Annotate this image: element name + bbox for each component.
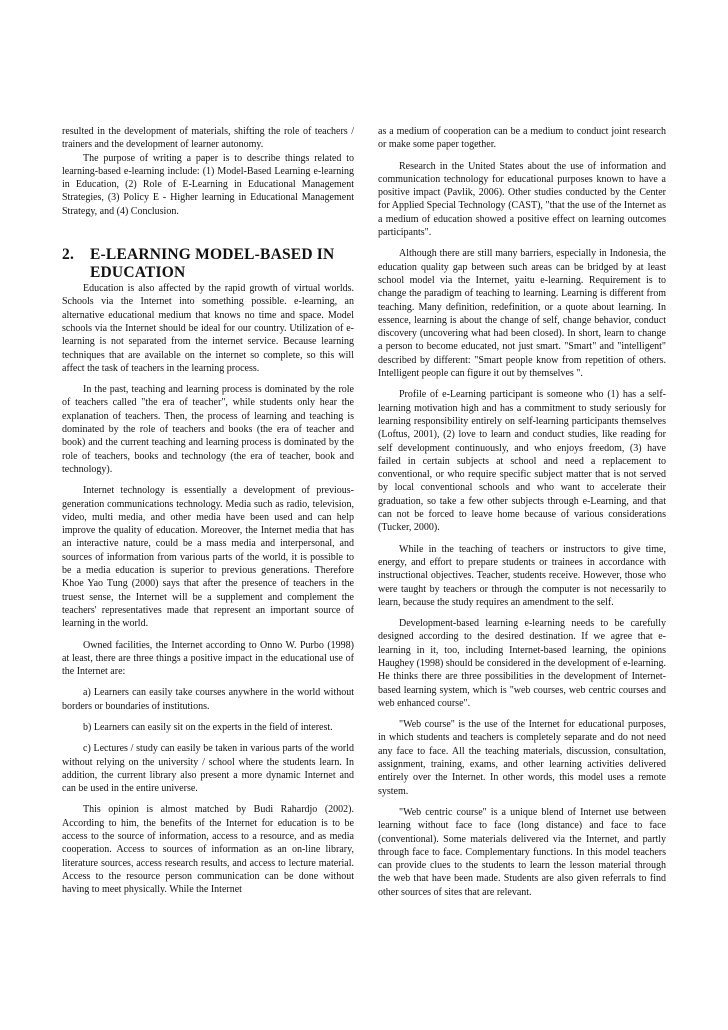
section-title: E-LEARNING MODEL-BASED IN EDUCATION <box>90 246 335 282</box>
paragraph-intro-continuation: resulted in the development of materials, shifting the role of teachers / trainers and the development of learner autonomy. <box>62 126 354 151</box>
paragraph-internet-technology: Internet technology is essentially a development of previous-generation communications technology. Media such as radio, television, video, multi media, and other media have been used and can help improve the quality of education. Moreover, the Internet media that has an interactive nature, could be a mass media and interpersonal, and sources of information from various parts of the world, it is possible to be a media education is superior to previous generations. Therefore Khoe Yao Tung (2000) says that after the presence of teachers in the truest sense, the Internet will be a supplement and complement the teachers' representatives made that represent an important source of learning in the world. <box>62 485 354 630</box>
list-item-b: b) Learners can easily sit on the experts in the field of interest. <box>83 721 333 733</box>
right-column <box>378 125 666 907</box>
section-number: 2. <box>62 246 75 264</box>
paragraph-medium-continuation: as a medium of cooperation can be a medium to conduct joint research or make some paper together. <box>378 126 666 151</box>
list-item-c: c) Lectures / study can easily be taken in various parts of the world without relying on the university / school where the students learn. In addition, the current library also present a more dynamic Internet and can be used in the entire universe. <box>62 743 354 795</box>
list-item-a: a) Learners can easily take courses anywhere in the world without borders or boundaries of institutions. <box>62 687 354 712</box>
paragraph-education-affected: Education is also affected by the rapid growth of virtual worlds. Schools via the Internet into something possible. e-learning, an alternative educational medium that knows no time and space. Model schools via the Internet should be ideal for our country. Utilization of e-learning is not separated from the internet service. Because learning techniques that are available on the internet so complete, so this will affect the task of teachers in the learning process. <box>62 283 354 374</box>
paragraph-teaching: While in the teaching of teachers or instructors to give time, energy, and effort to prepare students or trainees in accordance with instructional objectives. Teacher, students receive. However, those who were taught by teachers or through the computer is not necessarily to learn, because the study requires an amendment to the self. <box>378 543 666 608</box>
paragraph-profile: Profile of e-Learning participant is someone who (1) has a self-learning motivation high and has a commitment to study seriously for learning responsibility entirely on self-learning participants themselves (Loftus, 2001), (2) love to learn and conduct studies, like reading for self development continuously, and who enjoys freedom, (3) have failed in certain subjects at school and need a replacement to conventional, or who require specific subject matter that is not served by local conventional schools and who want to accelerate their graduation, so take a few other subjects through e-Learning, and that can not be forced to leave home because of various considerations (Tucker, 2000). <box>378 389 666 534</box>
paragraph-owned-facilities: Owned facilities, the Internet according to Onno W. Purbo (1998) at least, there are three things a positive impact in the educational use of the Internet are: <box>62 639 354 678</box>
paragraph-opinion: This opinion is almost matched by Budi Rahardjo (2002). According to him, the benefits of the Internet for education is to be access to the source of information, access to a resource, and as media cooperation. Access to sources of information as an on-line library, literature sources, access research results, and access to lecture material. Access to the resource person communication can be done without having to meet physically. While the Internet <box>62 804 354 896</box>
paragraph-purpose: The purpose of writing a paper is to describe things related to learning-based e-learning include: (1) Model-Based Learning e-learning in Education, (2) Role of E-Learning in Educational Management Strategies, (3) Policy E - Higher learning in Educational Management Strategy, and (4) Conclusion. <box>62 152 354 217</box>
paragraph-past: In the past, teaching and learning process is dominated by the role of teachers called "the era of teacher", while students only hear the explanation of teachers. Then, the process of learning and teaching is dominated by the role of teachers and books (the era of teacher and book) and the current teaching and learning process is dominated by the role of teachers, books and technology (the era of teacher, book and technology). <box>62 384 354 475</box>
paragraph-web-course: "Web course" is the use of the Internet for educational purposes, in which students and teachers is completely separate and do not need any face to face. All the teaching materials, discussion, consultation, assignment, training, exams, and other learning activities delivered entirely over the Internet. In other words, this model uses a remote system. <box>378 719 666 797</box>
paragraph-barriers: Although there are still many barriers, especially in Indonesia, the education quality gap between such areas can be bridged by at least school model via the Internet, yaitu e-learning. Requirement is to change the paradigm of teaching to learning. Learning is different from teaching. Many definition, redefinition, or a quote about learning. In essence, learning is about the change of self, change behavior, conduct discovery (uncovering what had been closed). In short, learn to change a person to become educated, not just smart. "Smart" and "intelligent" described by different: "Smart people know from repetition of others. Intelligent people can figure it out by themselves ". <box>378 248 666 380</box>
paragraph-web-centric-course: "Web centric course" is a unique blend of Internet use between learning without face to face (long distance) and face to face (conventional). Some materials delivered via the Internet, and partly through face to face. Complementary functions. In this model teachers can provide clues to the students to learn the lesson material through the web that have been made. Students are also given referrals to find other sources of sites that are relevant. <box>378 806 666 898</box>
paragraph-research: Research in the United States about the use of information and communication technology for educational purposes known to have a positive impact (Pavlik, 2006). Other studies conducted by the Center for Applied Special Technology (CAST), "that the use of the Internet as a medium of education showed a positive effect on learning outcomes participants". <box>378 160 666 239</box>
left-column <box>62 125 354 905</box>
section-heading <box>62 246 354 282</box>
paragraph-development: Development-based learning e-learning needs to be carefully designed according to the desired destination. If we agree that e-learning in it, too, including Internet-based learning, the opinions Haughey (1998) should be considered in the development of e-learning. He thinks there are three possibilities in the development of Internet-based learning system, which is "web courses, web centric courses and web enhanced course". <box>378 618 666 709</box>
